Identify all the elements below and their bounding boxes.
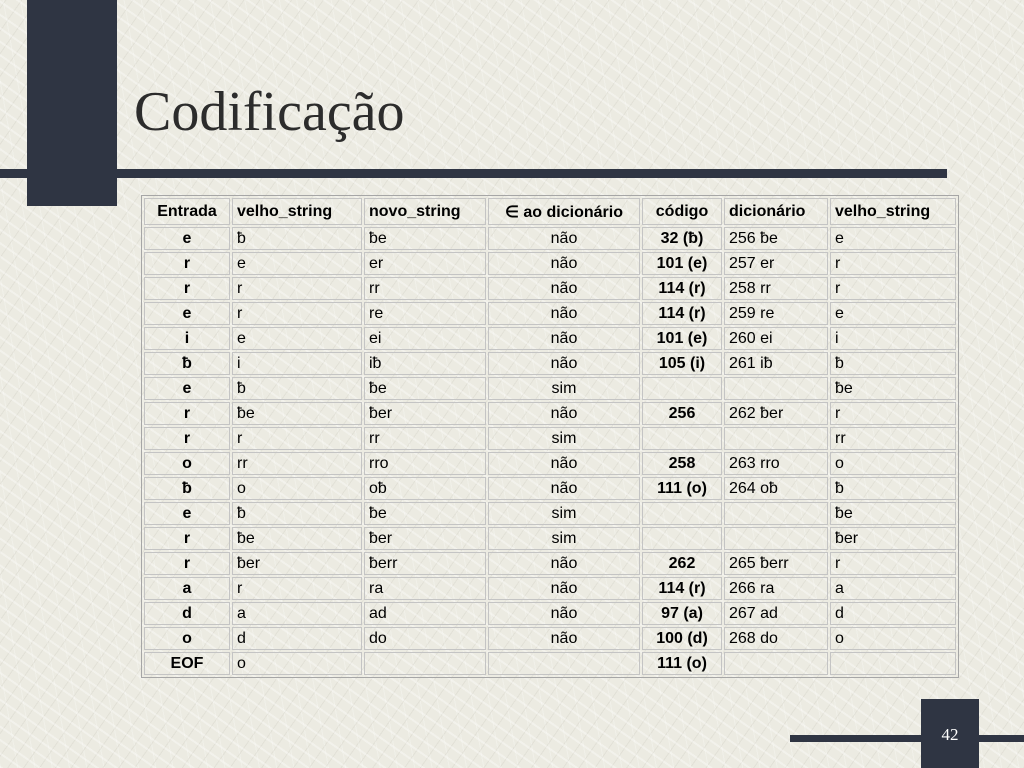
table-row: [144, 527, 956, 550]
table-cell: 100 (d): [642, 627, 722, 650]
table-cell: rro: [364, 452, 486, 475]
table-cell: ƀe: [364, 377, 486, 400]
table-cell: d: [830, 602, 956, 625]
table-cell: e: [232, 252, 362, 275]
table-cell: 263 rro: [724, 452, 828, 475]
table-row: [144, 352, 956, 375]
table-cell: i: [232, 352, 362, 375]
table-cell: i: [144, 327, 230, 350]
table-cell: não: [488, 577, 640, 600]
table-cell: ƀe: [830, 502, 956, 525]
table-cell: 260 ei: [724, 327, 828, 350]
table-cell: ad: [364, 602, 486, 625]
table-row: [144, 302, 956, 325]
table-cell: não: [488, 277, 640, 300]
table-cell: não: [488, 627, 640, 650]
table-cell: 114 (r): [642, 277, 722, 300]
table-cell: e: [144, 502, 230, 525]
table-cell: [488, 652, 640, 675]
table-cell: [642, 377, 722, 400]
table-row: [144, 327, 956, 350]
table-cell: r: [830, 252, 956, 275]
table-cell: r: [830, 552, 956, 575]
table-cell: 258 rr: [724, 277, 828, 300]
table-cell: ƀ: [830, 352, 956, 375]
table-cell: sim: [488, 377, 640, 400]
table-cell: não: [488, 552, 640, 575]
table-cell: 262 ƀer: [724, 402, 828, 425]
table-row: [144, 252, 956, 275]
table-cell: ƀ: [232, 227, 362, 250]
table-cell: o: [144, 452, 230, 475]
table-cell: 264 oƀ: [724, 477, 828, 500]
table-row: [144, 377, 956, 400]
table-cell: 267 ad: [724, 602, 828, 625]
table-cell: d: [144, 602, 230, 625]
table-cell: o: [232, 477, 362, 500]
table-cell: rr: [364, 427, 486, 450]
table-row: [144, 552, 956, 575]
table-cell: rr: [830, 427, 956, 450]
table-cell: não: [488, 402, 640, 425]
table-cell: ƀer: [232, 552, 362, 575]
table-cell: não: [488, 227, 640, 250]
table-cell: ƀ: [144, 477, 230, 500]
table-cell: [642, 427, 722, 450]
table-cell: 258: [642, 452, 722, 475]
table-cell: não: [488, 252, 640, 275]
table-cell: 111 (o): [642, 652, 722, 675]
table-cell: r: [232, 302, 362, 325]
table-cell: rr: [232, 452, 362, 475]
table-cell: sim: [488, 502, 640, 525]
table-cell: 256: [642, 402, 722, 425]
table-row: [144, 452, 956, 475]
table-cell: r: [144, 552, 230, 575]
table-cell: e: [830, 302, 956, 325]
table-header-row: [144, 198, 956, 225]
table-cell: ƀe: [232, 402, 362, 425]
table-cell: [724, 652, 828, 675]
table-cell: e: [144, 227, 230, 250]
table-row: [144, 477, 956, 500]
table-cell: [724, 427, 828, 450]
table-row: [144, 627, 956, 650]
column-header: dicionário: [724, 198, 828, 225]
table-cell: 268 do: [724, 627, 828, 650]
table-cell: sim: [488, 427, 640, 450]
table-cell: re: [364, 302, 486, 325]
table-cell: ƀ: [144, 352, 230, 375]
table-row: [144, 427, 956, 450]
table-cell: r: [144, 527, 230, 550]
table-cell: o: [830, 452, 956, 475]
table-cell: 32 (ƀ): [642, 227, 722, 250]
column-header: velho_string: [232, 198, 362, 225]
table-cell: não: [488, 302, 640, 325]
table-cell: r: [144, 402, 230, 425]
table-cell: ei: [364, 327, 486, 350]
table-cell: er: [364, 252, 486, 275]
table-cell: r: [232, 277, 362, 300]
table-cell: [830, 652, 956, 675]
table-cell: ƀe: [364, 227, 486, 250]
table-cell: 105 (i): [642, 352, 722, 375]
table-cell: [642, 527, 722, 550]
table-cell: o: [830, 627, 956, 650]
table-cell: ƀ: [232, 502, 362, 525]
table-cell: [724, 502, 828, 525]
table-cell: e: [144, 302, 230, 325]
table-cell: 114 (r): [642, 302, 722, 325]
table-cell: 261 iƀ: [724, 352, 828, 375]
table-cell: ƀer: [364, 527, 486, 550]
table-cell: i: [830, 327, 956, 350]
table-cell: r: [144, 252, 230, 275]
table-row: [144, 502, 956, 525]
table-cell: ƀe: [364, 502, 486, 525]
table-row: [144, 227, 956, 250]
table-cell: e: [144, 377, 230, 400]
table-cell: do: [364, 627, 486, 650]
table-cell: r: [830, 402, 956, 425]
page-number: 42: [941, 725, 959, 744]
table-cell: iƀ: [364, 352, 486, 375]
title-divider-bar: [0, 169, 947, 178]
table-cell: oƀ: [364, 477, 486, 500]
table-cell: r: [144, 277, 230, 300]
column-header: código: [642, 198, 722, 225]
table-cell: o: [232, 652, 362, 675]
table-cell: não: [488, 327, 640, 350]
table-cell: 256 ƀe: [724, 227, 828, 250]
table-cell: r: [144, 427, 230, 450]
table-cell: e: [232, 327, 362, 350]
table-cell: 101 (e): [642, 252, 722, 275]
column-header: ∈ ao dicionário: [488, 198, 640, 225]
table-cell: ra: [364, 577, 486, 600]
table-cell: não: [488, 352, 640, 375]
table-cell: rr: [364, 277, 486, 300]
table-cell: r: [232, 577, 362, 600]
table-cell: r: [830, 277, 956, 300]
table-cell: ƀer: [364, 402, 486, 425]
table-cell: não: [488, 602, 640, 625]
page-title: Codificação: [134, 81, 405, 143]
table-cell: 101 (e): [642, 327, 722, 350]
table-cell: EOF: [144, 652, 230, 675]
table-cell: r: [232, 427, 362, 450]
table-cell: a: [144, 577, 230, 600]
table-row: [144, 402, 956, 425]
table-cell: ƀe: [830, 377, 956, 400]
table-cell: 97 (a): [642, 602, 722, 625]
table-cell: o: [144, 627, 230, 650]
table-cell: [724, 527, 828, 550]
table-cell: 259 re: [724, 302, 828, 325]
column-header: novo_string: [364, 198, 486, 225]
table-cell: não: [488, 477, 640, 500]
table-body: [144, 227, 956, 675]
table-cell: 257 er: [724, 252, 828, 275]
table-row: [144, 577, 956, 600]
table-cell: e: [830, 227, 956, 250]
table-cell: 266 ra: [724, 577, 828, 600]
column-header: velho_string: [830, 198, 956, 225]
table-cell: não: [488, 452, 640, 475]
table-cell: a: [232, 602, 362, 625]
table-cell: ƀe: [232, 527, 362, 550]
table-row: [144, 652, 956, 675]
table-cell: ƀerr: [364, 552, 486, 575]
lzw-encoding-table: [141, 195, 959, 678]
table-cell: [642, 502, 722, 525]
table-cell: [364, 652, 486, 675]
table-row: [144, 277, 956, 300]
table-cell: ƀ: [232, 377, 362, 400]
column-header: Entrada: [144, 198, 230, 225]
footer-bar: [790, 735, 1024, 742]
table-cell: 262: [642, 552, 722, 575]
table-cell: sim: [488, 527, 640, 550]
table-cell: 111 (o): [642, 477, 722, 500]
table-row: [144, 602, 956, 625]
table-cell: 114 (r): [642, 577, 722, 600]
table-cell: 265 ƀerr: [724, 552, 828, 575]
table-cell: ƀ: [830, 477, 956, 500]
table-cell: ƀer: [830, 527, 956, 550]
table-container: [141, 195, 959, 678]
table-cell: d: [232, 627, 362, 650]
table-cell: [724, 377, 828, 400]
table-cell: a: [830, 577, 956, 600]
